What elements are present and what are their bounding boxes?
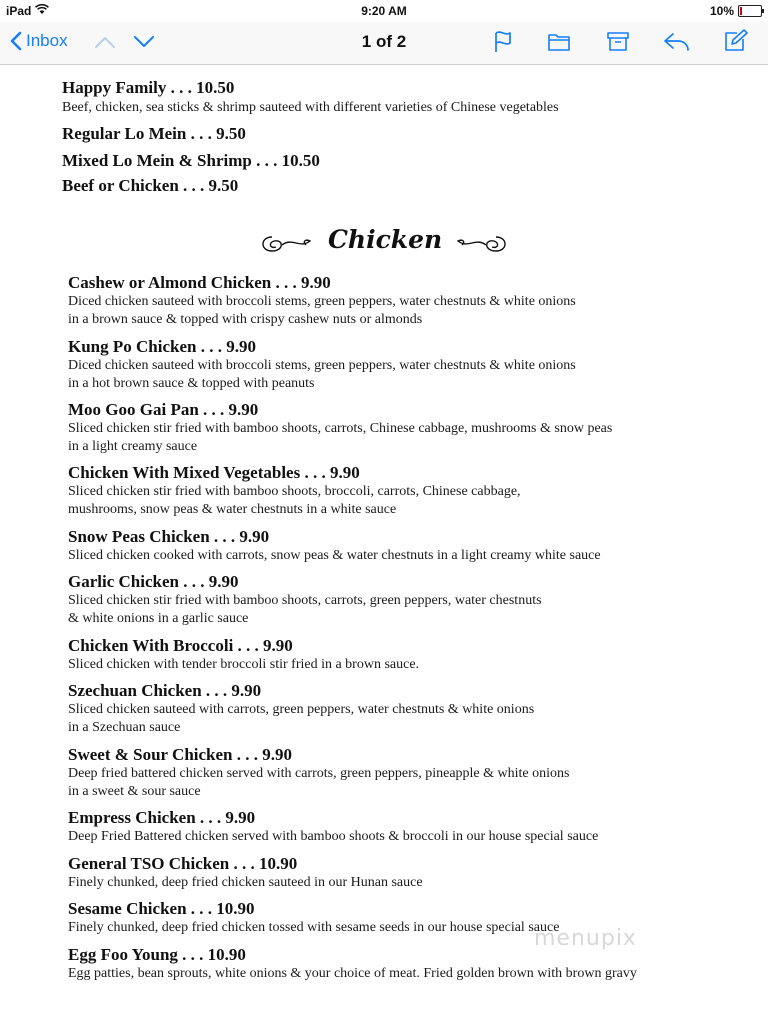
menu-item-desc: Deep Fried Battered chicken served with bamboo shoots & broccoli in our house special sauce	[68, 829, 599, 844]
menu-item-desc: Sliced chicken stir fried with bamboo shoots, broccoli, carrots, Chinese cabbage,	[68, 484, 521, 499]
menu-item-desc: in a Szechuan sauce	[68, 720, 181, 735]
section-heading	[258, 219, 510, 261]
menu-item-title: Cashew or Almond Chicken . . . 9.90	[68, 273, 331, 292]
next-message-button[interactable]	[133, 35, 155, 49]
menu-item-desc: in a brown sauce & topped with crispy cashew nuts or almonds	[68, 312, 423, 327]
folder-button[interactable]	[547, 31, 571, 53]
status-bar	[0, 0, 768, 22]
menu-item-title: Empress Chicken . . . 9.90	[68, 808, 256, 827]
menu-item-title: Szechuan Chicken . . . 9.90	[68, 681, 262, 700]
back-label: Inbox	[26, 31, 68, 50]
menu-item-title: Egg Foo Young . . . 10.90	[68, 945, 246, 964]
menu-item-desc: Sliced chicken cooked with carrots, snow peas & water chestnuts in a light creamy white sauce	[68, 548, 601, 563]
menu-item-title: Chicken With Mixed Vegetables . . . 9.90	[68, 463, 360, 482]
menu-item-title: Moo Goo Gai Pan . . . 9.90	[68, 400, 259, 419]
archive-icon	[606, 30, 630, 52]
section-title: Chicken	[328, 225, 443, 254]
pager-label: 1 of 2	[361, 32, 407, 51]
menu-item-title: Garlic Chicken . . . 9.90	[68, 572, 239, 591]
menu-item-title: Beef or Chicken . . . 9.50	[62, 176, 239, 195]
menu-item-desc: in a hot brown sauce & topped with peanuts	[68, 376, 315, 391]
archive-button[interactable]	[606, 30, 630, 52]
menu-item-desc: & white onions in a garlic sauce	[68, 611, 249, 626]
menu-item-desc: Finely chunked, deep fried chicken sauteed in our Hunan sauce	[68, 875, 423, 890]
battery-percent: 10%	[709, 4, 734, 18]
menu-item-desc: Sliced chicken with tender broccoli stir fried in a brown sauce.	[68, 657, 420, 672]
device-label: iPad	[6, 4, 32, 18]
chevron-left-icon	[10, 31, 22, 51]
chevron-up-icon	[94, 35, 116, 49]
battery-icon	[738, 5, 762, 17]
watermark: menupix	[534, 926, 637, 951]
menu-item-desc: Sliced chicken sauteed with carrots, green peppers, water chestnuts & white onions	[68, 702, 535, 717]
menu-item-title: Happy Family . . . 10.50	[62, 78, 235, 97]
previous-message-button[interactable]	[94, 35, 116, 49]
status-time: 9:20 AM	[361, 4, 407, 18]
flag-button[interactable]	[492, 30, 514, 54]
menu-item-desc: Diced chicken sauteed with broccoli stems, green peppers, water chestnuts & white onions	[68, 358, 576, 373]
back-button[interactable]	[10, 31, 68, 51]
menu-item-title: Mixed Lo Mein & Shrimp . . . 10.50	[62, 151, 320, 170]
compose-button[interactable]	[723, 29, 749, 53]
menu-item-title: Regular Lo Mein . . . 9.50	[62, 124, 246, 143]
mail-toolbar	[0, 22, 768, 65]
menu-item-desc: Deep fried battered chicken served with carrots, green peppers, pineapple & white onions	[68, 766, 570, 781]
menu-item-title: Sesame Chicken . . . 10.90	[68, 899, 255, 918]
menu-item-desc: Sliced chicken stir fried with bamboo shoots, carrots, green peppers, water chestnuts	[68, 593, 542, 608]
compose-icon	[723, 29, 749, 53]
reply-icon	[662, 31, 690, 53]
menu-item-desc: Finely chunked, deep fried chicken tossed with sesame seeds in our house special sauce	[68, 920, 560, 935]
menu-item-title: Sweet & Sour Chicken . . . 9.90	[68, 745, 292, 764]
flag-icon	[492, 30, 514, 54]
menu-item-title: Snow Peas Chicken . . . 9.90	[68, 527, 270, 546]
menu-item-title: Kung Po Chicken . . . 9.90	[68, 337, 256, 356]
folder-icon	[547, 31, 571, 53]
menu-item-title: General TSO Chicken . . . 10.90	[68, 854, 298, 873]
menu-item-desc: Egg patties, bean sprouts, white onions & your choice of meat. Fried golden brown with brown gravy	[68, 966, 637, 981]
reply-button[interactable]	[662, 31, 690, 53]
menu-item-desc: in a light creamy sauce	[68, 439, 198, 454]
chevron-down-icon	[133, 35, 155, 49]
menu-item-desc: Beef, chicken, sea sticks & shrimp sauteed with different varieties of Chinese vegetables	[62, 100, 559, 115]
menu-item-desc: Sliced chicken stir fried with bamboo shoots, carrots, Chinese cabbage, mushrooms & snow peas	[68, 421, 613, 436]
menu-item-desc: Diced chicken sauteed with broccoli stems, green peppers, water chestnuts & white onions	[68, 294, 576, 309]
menu-item-desc: in a sweet & sour sauce	[68, 784, 201, 799]
menu-item-title: Chicken With Broccoli . . . 9.90	[68, 636, 293, 655]
menu-item-desc: mushrooms, snow peas & water chestnuts in a white sauce	[68, 502, 397, 517]
